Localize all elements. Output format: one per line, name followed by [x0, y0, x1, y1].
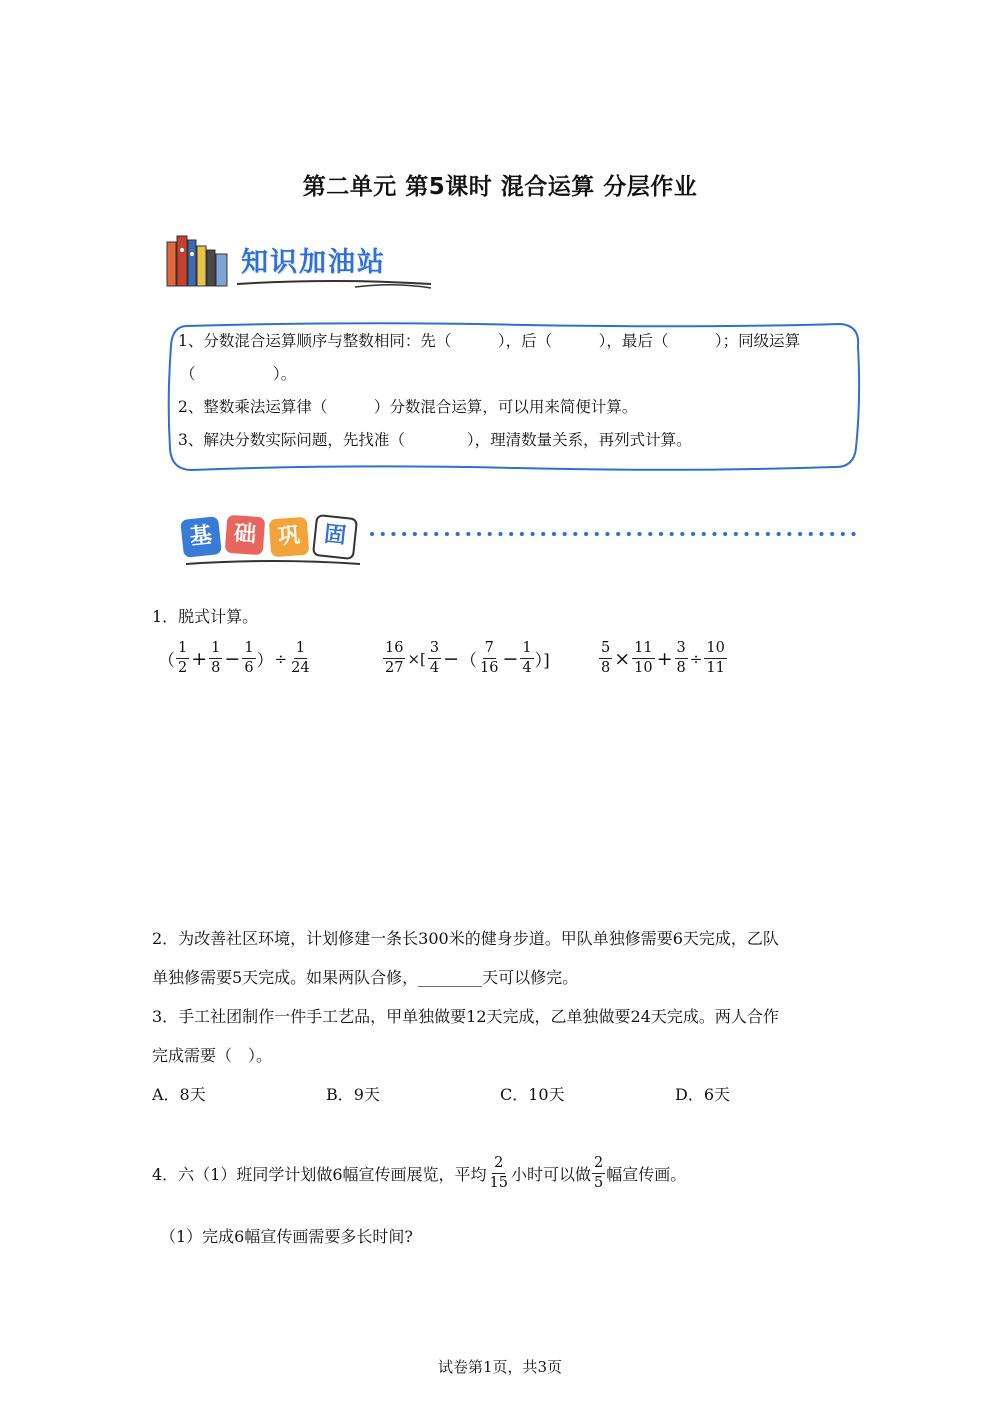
basics-tile-3: 巩: [269, 517, 310, 558]
choice-c[interactable]: C．10天: [500, 1085, 565, 1104]
question-4-text-b: 小时可以做: [511, 1165, 592, 1184]
knowledge-line-1: 1、分数混合运算顺序与整数相同：先（ ），后（ ），最后（ ）；同级运算: [178, 332, 801, 350]
knowledge-line-3: 2、整数乘法运算律（ ）分数混合运算，可以用来简便计算。: [178, 398, 638, 416]
dotted-divider: [368, 529, 868, 539]
question-4: 4．六（1）班同学计划做6幅宣传画展览，平均 $\frac{2}{15}$ 小时可以做 $\frac{2}{5}$ 幅宣传画。: [152, 1155, 687, 1191]
knowledge-line-2: （ ）。: [180, 365, 297, 383]
question-4-sub-1: （1）完成6幅宣传画需要多长时间?: [160, 1227, 413, 1246]
question-2-line-1: 2．为改善社区环境，计划修建一条长300米的健身步道。甲队单独修需要6天完成，乙队: [152, 929, 779, 948]
basics-tile-2: 础: [225, 515, 266, 556]
basics-banner: [178, 512, 868, 568]
basics-tile-4: 固: [312, 514, 358, 560]
question-4-text-c: 幅宣传画。: [606, 1165, 687, 1184]
knowledge-banner: [165, 232, 435, 292]
question-1-label: 1．脱式计算。: [152, 607, 259, 626]
question-3-line-1: 3．手工社团制作一件手工艺品，甲单独做要12天完成，乙单独做要24天完成。两人合作: [152, 1007, 779, 1026]
question-1-expr-1: （ $\frac{1}{2}$ + $\frac{1}{8}$ − $\frac{1}{6}$ ） ÷ $\frac{1}{24}$: [158, 640, 310, 676]
banner-underline: [235, 276, 435, 290]
question-1-expr-2: $\frac{16}{27}$ ×[ $\frac{3}{4}$ − （ $\frac{7}{16}$ − $\frac{1}{4}$ ）]: [385, 640, 550, 676]
page-footer: 试卷第1页，共3页: [437, 1358, 563, 1376]
basics-tile-1: 基: [180, 516, 222, 558]
choice-a[interactable]: A．8天: [152, 1085, 206, 1104]
question-3-line-2: 完成需要（ ）。: [152, 1046, 273, 1065]
question-2-line-2: 单独修需要5天完成。如果两队合修，________天可以修完。: [152, 968, 579, 987]
question-4-text-a: 4．六（1）班同学计划做6幅宣传画展览，平均: [152, 1165, 487, 1184]
knowledge-box: [166, 320, 863, 475]
choice-b[interactable]: B．9天: [326, 1085, 380, 1104]
knowledge-banner-title: 知识加油站: [241, 247, 386, 278]
knowledge-line-4: 3、解决分数实际问题，先找准（ ），理清数量关系，再列式计算。: [178, 431, 692, 449]
basics-underline: [184, 556, 364, 570]
choice-d[interactable]: D．6天: [675, 1085, 731, 1104]
question-1-expr-3: $\frac{5}{8}$ × $\frac{11}{10}$ + $\frac{3}{8}$ ÷ $\frac{10}{11}$: [601, 640, 725, 676]
books-icon: [165, 232, 231, 288]
page-title: 第二单元 第5课时 混合运算 分层作业: [302, 174, 698, 200]
